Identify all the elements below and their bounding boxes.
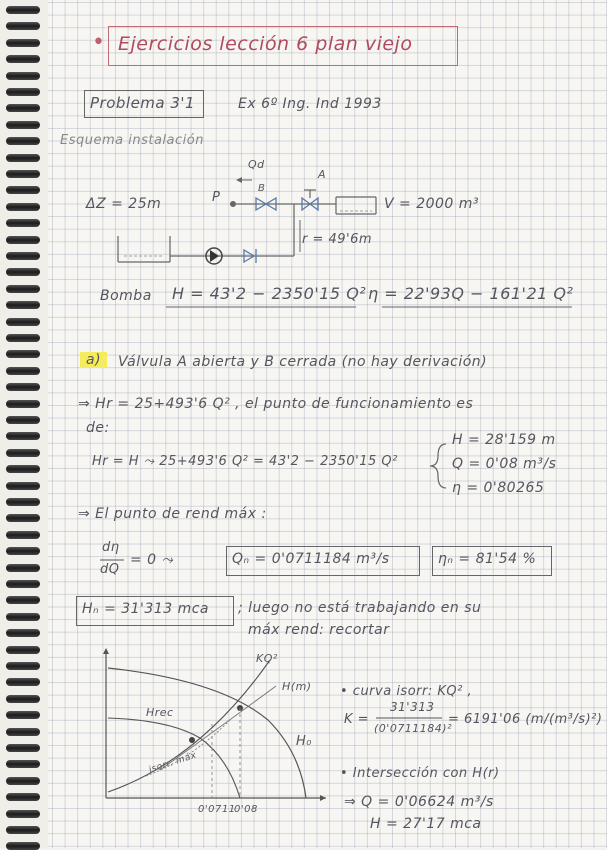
h-result: H = 27'17 mca [370, 816, 482, 832]
part-a-line2: Hr = H ⤳ 25+493'6 Q² = 43'2 − 2350'15 Q² [92, 454, 398, 469]
problem-label: Problema 3'1 [90, 94, 196, 112]
flow-label: Qd [248, 158, 265, 171]
qn-value: Qₙ = 0'0711184 m³/s [232, 551, 390, 567]
result-q: Q = 0'08 m³/s [452, 456, 557, 472]
pump-h-eq: H = 43'2 − 2350'15 Q² [172, 284, 367, 303]
k-denominator: (0'0711184)² [374, 722, 453, 735]
part-a-statement: Válvula A abierta y B cerrada (no hay derivación) [118, 354, 488, 370]
q-result: ⇒ Q = 0'06624 m³/s [344, 794, 494, 810]
k-lhs: K = [344, 712, 370, 727]
note-line2: máx rend: recortar [248, 622, 390, 638]
graph-hm-label: H(m) [282, 680, 312, 693]
deriv-num: dη [102, 540, 120, 555]
scheme-heading: Esquema instalación [60, 133, 204, 148]
graph-hrec-label: Hrec [146, 706, 174, 719]
graph-x1-label: 0'0711 [198, 804, 236, 815]
page-title: Ejercicios lección 6 plan viejo [118, 33, 413, 55]
hn-value: Hₙ = 31'313 mca [82, 601, 209, 617]
deriv-rhs: = 0 ⤳ [130, 552, 174, 568]
part-a-tag: a) [80, 352, 107, 368]
volume: V = 2000 m³ [384, 196, 480, 212]
graph-isorr-label: isorr. máx [147, 750, 198, 776]
valve-b-label: B [258, 183, 266, 194]
pump-label: Bomba [100, 288, 152, 304]
bullet: • [92, 30, 106, 55]
deriv-den: dQ [100, 562, 120, 577]
graph-h0-label: H₀ [296, 734, 312, 749]
k-numerator: 31'313 [390, 700, 435, 714]
intersection-note: • Intersección con H(r) [340, 766, 500, 781]
r-value: r = 49'6m [302, 232, 373, 247]
exam-label: Ex 6º Ing. Ind 1993 [238, 96, 382, 112]
delta-z: ΔZ = 25m [86, 196, 162, 212]
point-p-label: P [212, 190, 221, 205]
part-a-line1b: de: [86, 420, 110, 436]
part-a-line1: ⇒ Hr = 25+493'6 Q² , el punto de funcionamiento es [78, 396, 474, 412]
k-rhs: = 6191'06 (m/(m³/s)²) [448, 712, 603, 727]
result-h: H = 28'159 m [452, 432, 556, 448]
part-a-line3: ⇒ El punto de rend máx : [78, 506, 267, 522]
note-line1: ; luego no está trabajando en su [238, 600, 482, 616]
graph-x2-label: 0'08 [234, 804, 258, 815]
curve-note: • curva isorr: KQ² , [340, 684, 473, 699]
result-eta: η = 0'80265 [452, 480, 545, 496]
graph-kq2-label: KQ² [256, 652, 278, 665]
valve-a-label: A [318, 168, 327, 181]
etan-value: ηₙ = 81'54 % [438, 551, 537, 567]
pump-eta-eq: η = 22'93Q − 161'21 Q² [368, 284, 574, 303]
